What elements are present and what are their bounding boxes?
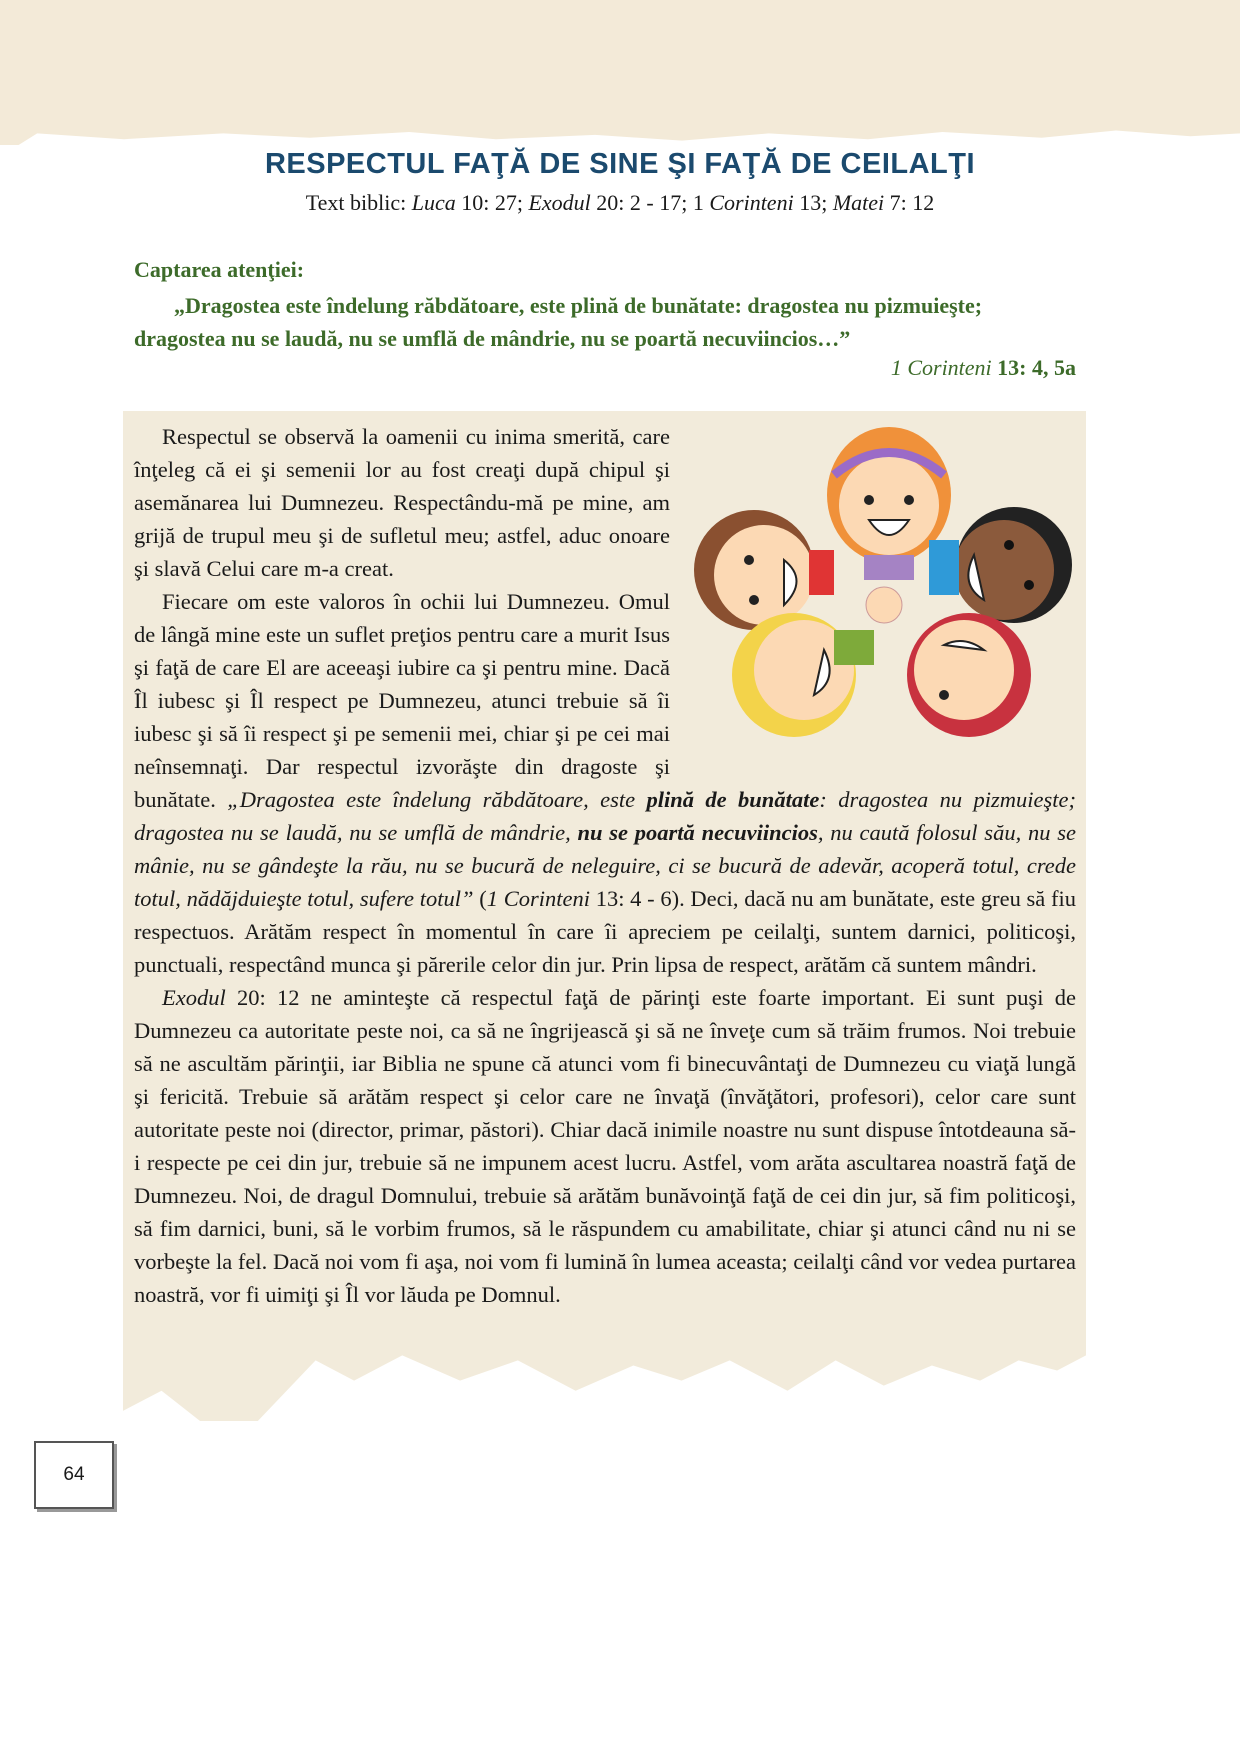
ref-verse: 20: 2 - 17; 1 (590, 190, 710, 215)
ref-verse: 7: 12 (884, 190, 935, 215)
page-title: RESPECTUL FAŢĂ DE SINE ŞI FAŢĂ DE CEILALŢI (264, 148, 976, 180)
bible-text-label: Text biblic: (305, 190, 412, 215)
ref-verse: 10: 27; (455, 190, 529, 215)
children-illustration (684, 420, 1084, 755)
ref-verse: 13; (793, 190, 833, 215)
attention-heading: Captarea atenţiei: (134, 257, 305, 282)
italic-run: : dragostea nu pizmuieşte; dragostea nu se laudă, nu se umflă de mândrie, (134, 787, 1076, 845)
paragraph: Respectul se observă la oamenii cu inima smerită, care înţeleg că ei şi semenii lor au fost creaţi după chipul şi asemănarea lui Dumnezeu. Respectându-mă pe mine, am grijă de trupul meu şi de sufletul meu; astfel, aduc onoare şi slavă Celui care m-a creat. (134, 424, 670, 581)
italic-run: Exodul (162, 985, 226, 1010)
quote-reference (891, 355, 1076, 381)
ref-book: Exodul (528, 190, 591, 215)
ref-book: Matei (832, 190, 885, 215)
italic-run: 1 Corinteni (486, 886, 590, 911)
quote-line: dragostea nu se laudă, nu se umflă de mândrie, nu se poartă necuviincios…” (134, 326, 851, 351)
text-run: ( (473, 886, 487, 911)
joined-hands (866, 587, 902, 623)
ref-book: Luca (411, 190, 456, 215)
text-run: Fiecare om este valoros în ochii lui Dumnezeu. Omul de lângă mine este un suflet preţios pentru care a murit Isus şi faţă de care El are aceeaşi iubire ca şi pentru mine. Dacă Îl iubesc şi Îl respect pe Dumnezeu, atunci trebuie să îi iubesc şi să îi respect şi pe semenii mei, chiar şi pe cei mai neînsemnaţi. Dar respectul izvorăşte din dragoste şi bunătate. (134, 589, 670, 812)
ref-book: Corinteni (709, 190, 794, 215)
page-number: 64 (34, 1441, 114, 1509)
torn-paper-header (0, 0, 1240, 145)
bible-text-references (0, 190, 1240, 216)
quote-line: „Dragostea este îndelung răbdătoare, este plină de bunătate: dragostea nu pizmuieşte; (174, 293, 983, 318)
text-run: 20: 12 ne aminteşte că respectul faţă de părinţi este foarte important. Ei sunt puşi de Dumnezeu ca autoritate peste noi, ca să ne îngrijească şi să ne înveţe cum să trăim frumos. Noi trebuie să ne ascultăm părinţii, iar Biblia ne spune că atunci vom fi binecuvântaţi de Dumnezeu cu viaţă lungă şi fericită. Trebuie să arătăm respect şi celor care ne învaţă (învăţători, profesori), celor care sunt autoritate peste noi (director, primar, păstori). Chiar dacă inimile noastre nu sunt dispuse întotdeauna să-i respecte pe cei din jur, trebuie să ne impunem acest lucru. Astfel, vom arăta ascultarea noastră faţă de Dumnezeu. Noi, de dragul Domnului, trebuie să arătăm bunăvoinţă faţă de cei din jur, să fim politicoşi, să fim darnici, buni, să le vorbim frumos, să le răspundem cu amabilitate, chiar şi atunci când nu ni se vorbeşte la fel. Dacă noi vom fi aşa, noi vom fi lumină în lumea aceasta; ceilalţi când vor vedea purtarea noastră, vor fi uimiţi şi Îl vor lăuda pe Domnul. (134, 985, 1076, 1307)
child-bottom-right (907, 613, 1031, 737)
child-left (694, 510, 834, 630)
reference-book: 1 Corinteni (890, 355, 992, 380)
text-run: 13: 4 - 6). Deci, dacă nu am bunătate, este greu să fiu respectuos. Arătăm respect în momentul în care îi apreciem pe ceilalţi, suntem darnici, politicoşi, punctuali, respectând munca şi părerile celor din jur. Prin lipsa de respect, arătăm că suntem mândri. (134, 886, 1076, 977)
paragraph (134, 981, 1076, 1311)
child-right (929, 507, 1072, 623)
italic-run: „Dragostea este îndelung răbdătoare, este (227, 787, 647, 812)
italic-run: , nu caută folosul său, nu se mânie, nu se gândeşte la rău, nu se bucură de neleguire, ci se bucură de adevăr, acoperă totul, crede totul, nădăjduieşte totul, sufere totul” (134, 820, 1076, 911)
lesson-body (134, 420, 1076, 1311)
bold-italic-run: nu se poartă necuviincios (577, 820, 818, 845)
attention-quote (134, 289, 1076, 355)
bold-italic-run: plină de bunătate (646, 787, 820, 812)
reference-verse: 13: 4, 5a (991, 355, 1076, 380)
child-bottom-left (732, 613, 874, 737)
